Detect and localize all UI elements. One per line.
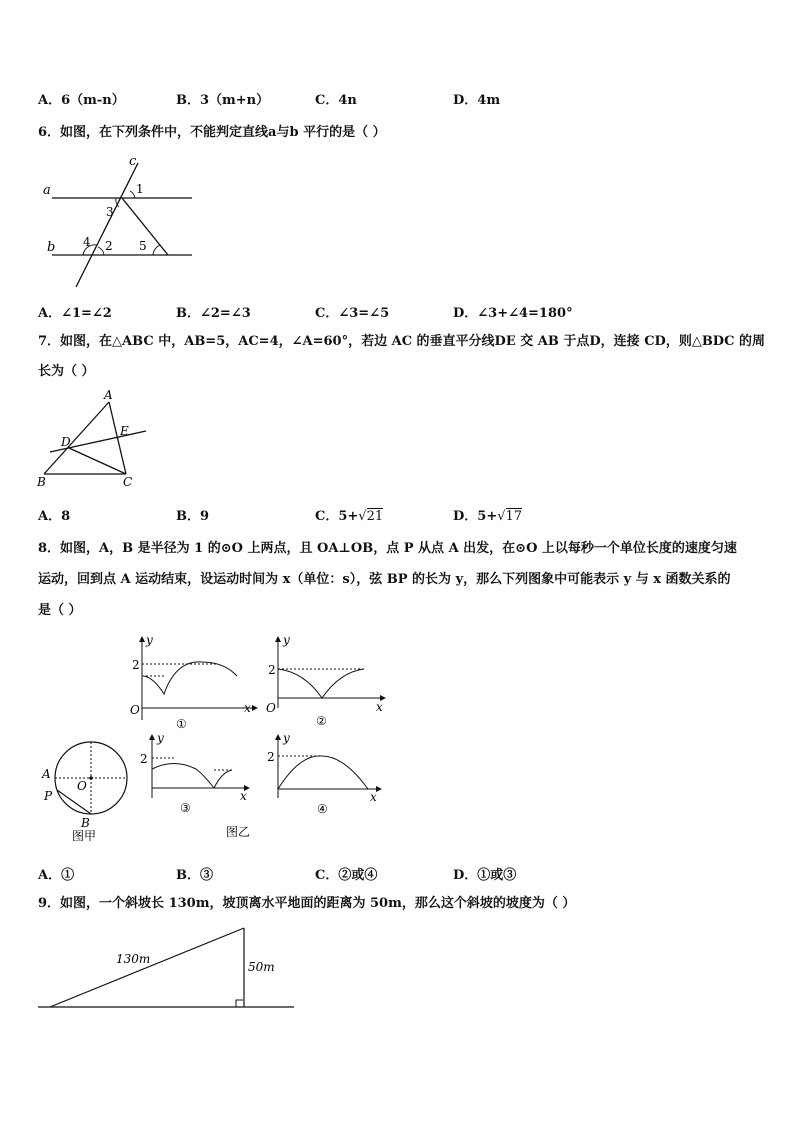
q7-label-e: E <box>120 424 129 438</box>
svg-text:2: 2 <box>132 658 140 672</box>
sqrt-icon: √ <box>497 509 506 524</box>
svg-text:y: y <box>283 731 290 745</box>
q7-option-a: A．8 <box>38 509 71 524</box>
q6-option-b: B．∠2=∠3 <box>176 306 251 321</box>
q9-stem: 9．如图，一个斜坡长 130m，坡顶离水平地面的距离为 50m，那么这个斜坡的坡度为（ ） <box>38 896 576 911</box>
q6-option-d: D．∠3+∠4=180° <box>453 306 573 321</box>
q8-graph-4 <box>267 731 382 816</box>
svg-text:2: 2 <box>267 750 275 764</box>
q9-figure <box>34 922 300 1014</box>
q5-option-d: D．4m <box>453 93 501 108</box>
q8-stem-line3: 是（ ） <box>38 603 82 618</box>
q7-stem-line2: 长为（ ） <box>38 364 95 379</box>
q8-option-a: A．① <box>38 868 75 883</box>
q6-angle-1: 1 <box>136 182 144 196</box>
svg-text:x: x <box>240 789 247 803</box>
svg-text:④: ④ <box>317 802 328 816</box>
q9-slope-label: 130m <box>116 952 151 966</box>
svg-text:x: x <box>244 701 251 715</box>
svg-text:2: 2 <box>268 663 276 677</box>
svg-text:①: ① <box>176 717 187 731</box>
q7-option-c-radicand: 21 <box>366 509 384 524</box>
svg-text:y: y <box>146 633 153 647</box>
q6-option-a: A．∠1=∠2 <box>38 306 112 321</box>
q6-stem: 6．如图，在下列条件中，不能判定直线a与b 平行的是（ ） <box>38 125 386 140</box>
q6-label-b: b <box>47 240 56 255</box>
q8-graph-3 <box>140 731 250 815</box>
q8-option-d: D．①或③ <box>453 868 517 883</box>
svg-text:B: B <box>81 816 90 830</box>
q9-height-label: 50m <box>248 960 275 974</box>
q7-option-c <box>315 505 383 524</box>
q7-option-d-label: D．5+ <box>453 509 498 524</box>
q8-circle-figure <box>41 742 127 843</box>
q8-stem-line1: 8．如图，A，B 是半径为 1 的⊙O 上两点，且 OA⊥OB，点 P 从点 A 出发，在⊙O 上以每秒一个单位长度的速度匀速 <box>38 541 737 556</box>
q8-figure <box>34 632 386 847</box>
q6-label-a: a <box>43 183 51 198</box>
svg-text:A: A <box>42 767 51 781</box>
svg-text:x: x <box>376 700 383 714</box>
q7-stem-line1: 7．如图，在△ABC 中，AB=5，AC=4，∠A=60°，若边 AC 的垂直平分线DE 交 AB 于点D，连接 CD，则△BDC 的周 <box>38 334 765 349</box>
svg-text:O: O <box>77 779 87 793</box>
q7-label-a: A <box>104 388 113 402</box>
q8-caption-right: 图乙 <box>226 825 251 839</box>
q5-option-c: C．4n <box>315 93 357 108</box>
svg-text:O: O <box>130 703 140 717</box>
q7-option-b: B．9 <box>176 509 210 524</box>
q8-caption-left: 图甲 <box>72 829 97 843</box>
q6-angle-4: 4 <box>83 235 91 249</box>
q8-graph-2 <box>266 633 386 728</box>
q6-angle-5: 5 <box>139 239 147 253</box>
q6-label-c: c <box>129 155 137 169</box>
q6-figure <box>40 155 200 290</box>
q7-figure <box>34 388 159 490</box>
svg-text:②: ② <box>316 714 327 728</box>
svg-text:O: O <box>266 701 276 715</box>
q8-stem-line2: 运动，回到点 A 运动结束，设运动时间为 x（单位：s），弦 BP 的长为 y，那么下列图象中可能表示 y 与 x 函数关系的 <box>38 572 731 587</box>
svg-text:y: y <box>283 633 290 647</box>
svg-text:③: ③ <box>180 801 191 815</box>
svg-text:2: 2 <box>140 752 148 766</box>
q5-option-a: A．6（m-n） <box>38 93 125 108</box>
q5-option-b: B．3（m+n） <box>176 93 270 108</box>
q6-angle-3: 3 <box>106 205 114 219</box>
svg-text:P: P <box>44 789 53 803</box>
svg-text:y: y <box>157 731 164 745</box>
q8-graph-1 <box>130 633 258 731</box>
q7-option-c-label: C．5+ <box>315 509 359 524</box>
q6-angle-2: 2 <box>105 239 113 253</box>
q7-option-d-radicand: 17 <box>505 509 523 524</box>
q7-option-d <box>453 505 522 524</box>
q6-option-c: C．∠3=∠5 <box>315 306 390 321</box>
q8-option-b: B．③ <box>176 868 213 883</box>
q7-label-c: C <box>123 475 133 489</box>
sqrt-icon: √ <box>358 509 367 524</box>
svg-text:x: x <box>370 790 377 804</box>
q7-label-d: D <box>61 435 71 449</box>
q8-option-c: C．②或④ <box>315 868 378 883</box>
q7-label-b: B <box>37 475 46 489</box>
